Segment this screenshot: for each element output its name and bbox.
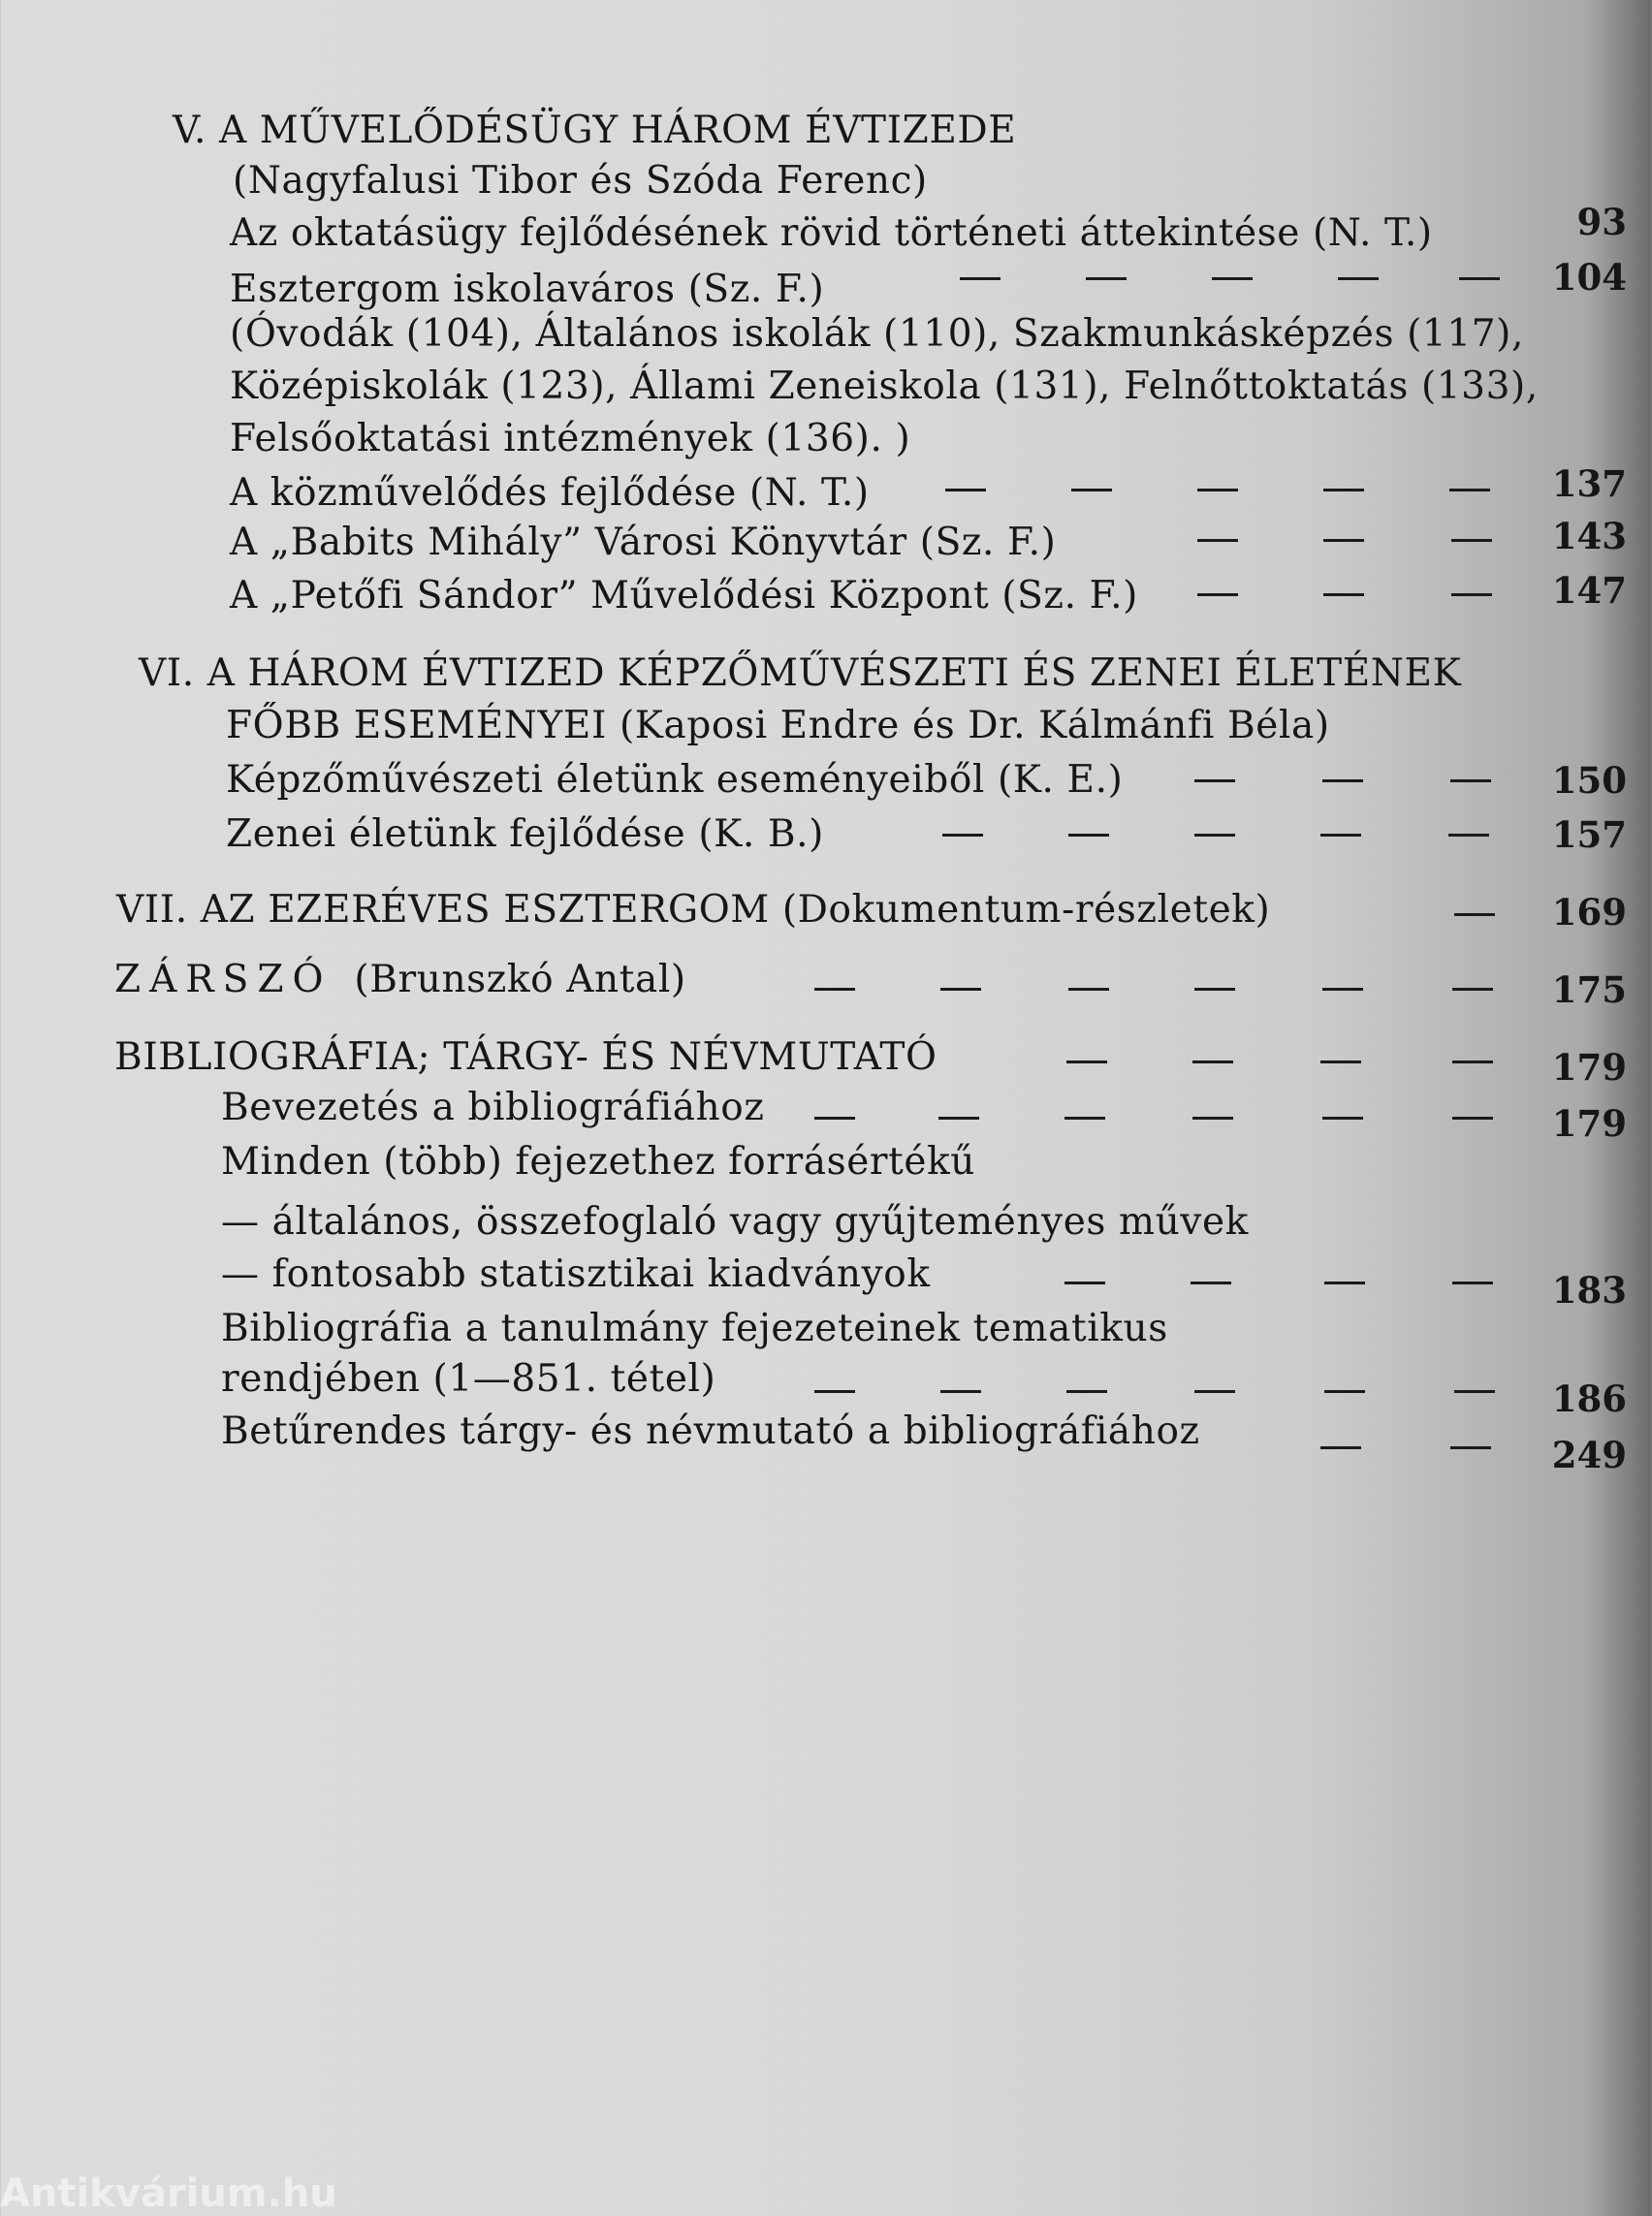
leader-dashes (942, 810, 1507, 855)
leader-dashes (1197, 570, 1508, 615)
zarszo-title: ZÁRSZÓ (114, 958, 333, 1001)
leader-dashes (814, 1093, 1512, 1138)
page-number: 169 (1551, 891, 1627, 934)
page-number: 179 (1551, 1046, 1627, 1089)
page-number: 150 (1551, 759, 1627, 802)
page-number: 157 (1551, 813, 1627, 856)
leader-dashes (1197, 516, 1508, 560)
page-number: 93 (1576, 201, 1627, 243)
page-number: 143 (1551, 515, 1627, 557)
toc-entry-title: A „Petőfi Sándor” Művelődési Központ (Sz. F.) (230, 574, 1138, 617)
section-v-heading: V. A MŰVELŐDÉSÜGY HÁROM ÉVTIZEDE (173, 109, 1017, 152)
section-vi-heading: VI. A HÁROM ÉVTIZED KÉPZŐMŰVÉSZETI ÉS ZENEI ÉLETÉNEK (139, 651, 1462, 695)
leader-dashes (1066, 1037, 1512, 1082)
watermark: Antikvárium.hu (0, 2171, 337, 2216)
zarszo-author: (Brunszkó Antal) (354, 958, 686, 1001)
leader-dashes (1064, 1258, 1510, 1303)
leader-dashes (814, 1367, 1512, 1411)
page-number: 137 (1551, 462, 1627, 505)
section-v-authors: (Nagyfalusi Tibor és Szóda Ferenc) (233, 159, 928, 203)
bibliography-heading: BIBLIOGRÁFIA; TÁRGY- ÉS NÉVMUTATÓ (114, 1035, 937, 1079)
toc-subentry: — általános, összefoglaló vagy gyűjteményes művek (221, 1200, 1249, 1244)
leader-dashes (1194, 756, 1505, 801)
page-number: 147 (1551, 569, 1627, 612)
toc-entry-title: Zenei életünk fejlődése (K. B.) (226, 812, 824, 856)
page-number: 183 (1551, 1269, 1627, 1312)
toc-entry-title: Az oktatásügy fejlődésének rövid történeti áttekintése (N. T.) (230, 211, 1433, 255)
section-vii-heading: VII. AZ EZERÉVES ESZTERGOM (Dokumentum-részletek) (116, 888, 1271, 932)
section-vi-heading-cont: FŐBB ESEMÉNYEI (Kaposi Endre és Dr. Kálmánfi Béla) (226, 704, 1330, 747)
page-number: 186 (1551, 1377, 1627, 1420)
toc-entry-title-cont: rendjében (1—851. tétel) (221, 1357, 716, 1401)
page-number: 175 (1551, 968, 1627, 1011)
toc-entry-title: A „Babits Mihály” Városi Könyvtár (Sz. F.) (230, 521, 1057, 564)
toc-entry-title: Esztergom iskolaváros (Sz. F.) (230, 268, 825, 311)
toc-subentry: Középiskolák (123), Állami Zeneiskola (131), Felnőttoktatás (133), (230, 364, 1539, 408)
page-number: 249 (1551, 1434, 1627, 1476)
leader-dashes (814, 965, 1512, 1009)
toc-entry-title: Betűrendes tárgy- és névmutató a bibliográfiához (221, 1409, 1200, 1453)
toc-entry-title: Bibliográfia a tanulmány fejezeteinek tematikus (221, 1307, 1168, 1350)
toc-entry-title: Minden (több) fejezethez forrásértékű (221, 1140, 976, 1184)
toc-entry-title: A közművelődés fejlődése (N. T.) (230, 471, 870, 515)
leader-dashes (1320, 1423, 1514, 1468)
zarszo-entry (114, 958, 686, 1002)
page-number: 104 (1551, 256, 1627, 299)
leader-dashes (1454, 890, 1512, 934)
toc-subentry: Felsőoktatási intézmények (136). ) (230, 417, 911, 460)
toc-subentry: (Óvodák (104), Általános iskolák (110), Szakmunkásképzés (117), (230, 312, 1524, 356)
toc-subentry: — fontosabb statisztikai kiadványok (221, 1252, 931, 1296)
toc-entry-title: Képzőművészeti életünk eseményeiből (K. E.) (226, 758, 1124, 802)
leader-dashes (945, 465, 1508, 510)
page-number: 179 (1551, 1102, 1627, 1145)
toc-entry-title: Bevezetés a bibliográfiához (221, 1086, 765, 1129)
leader-dashes (960, 254, 1503, 299)
